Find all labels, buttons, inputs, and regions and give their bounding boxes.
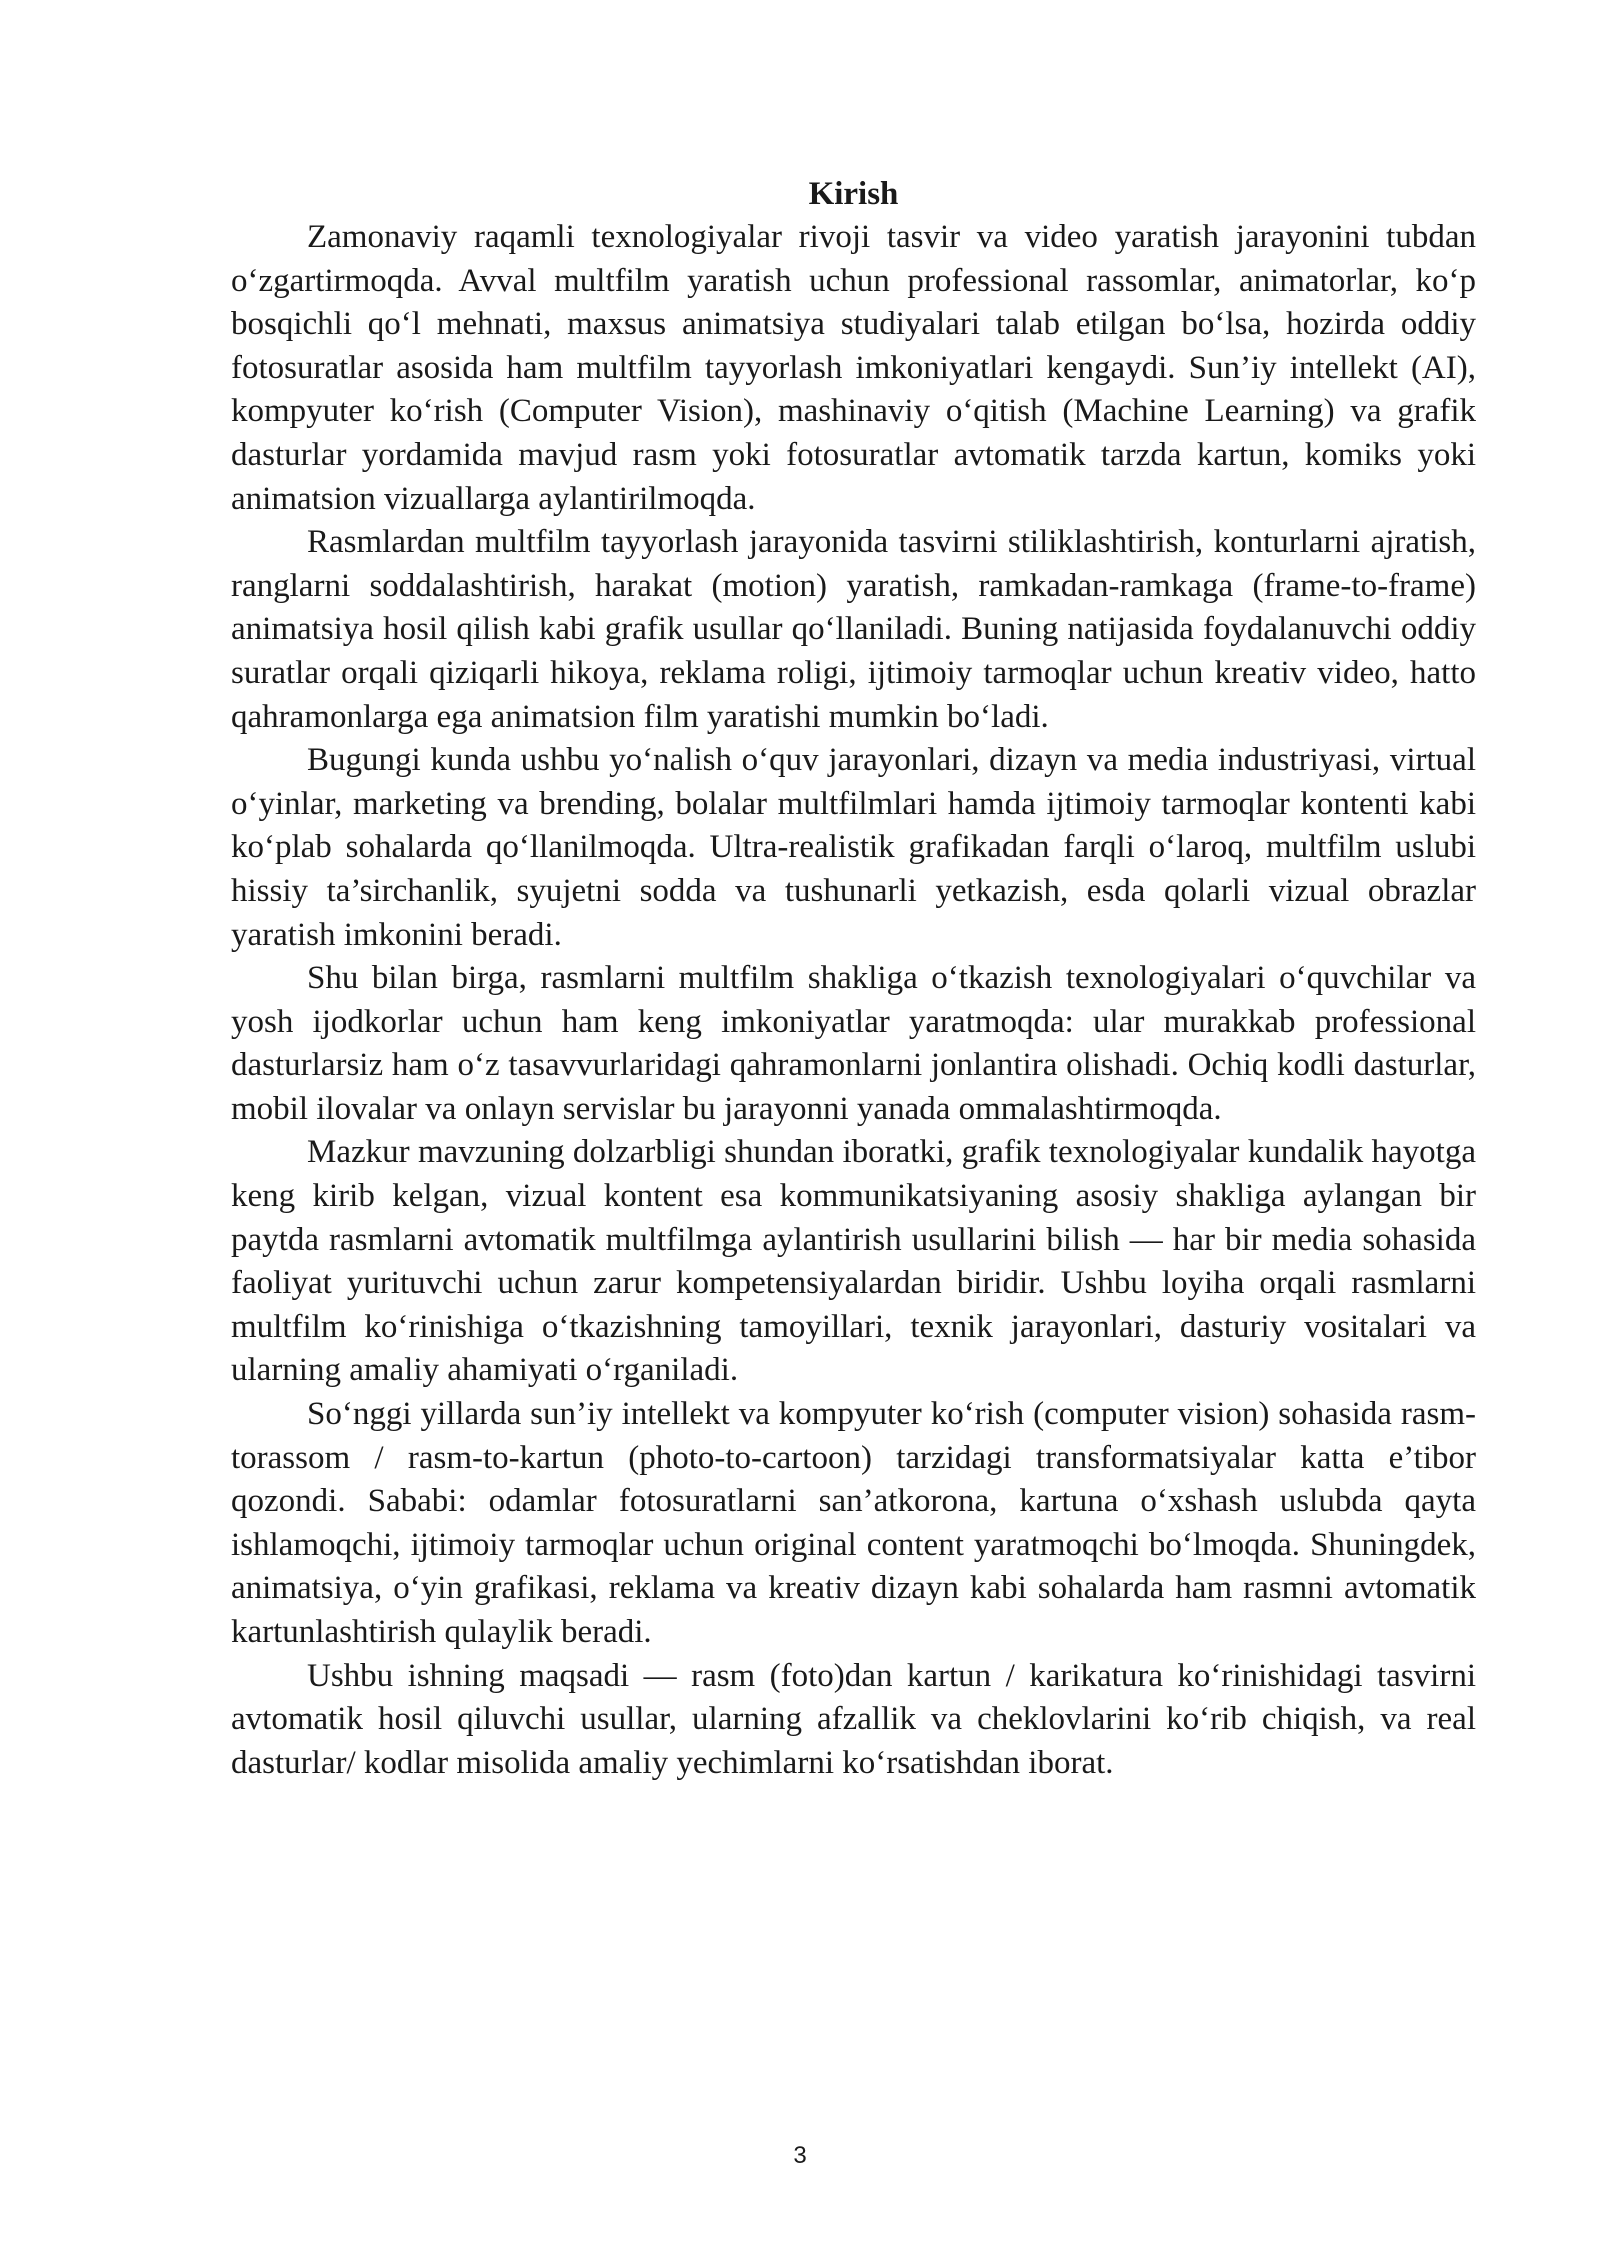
paragraph-6: So‘nggi yillarda sun’iy intellekt va kompyuter ko‘rish (computer vision) sohasida rasm-torassom / rasm-to-kartun (photo-to-cartoon) tarzidagi transformatsiyalar katta e’tibor qozondi. Sababi: odamlar fotosuratlarni san’atkorona, kartuna o‘xshash uslubda qayta ishlamoqchi, ijtimoiy tarmoqlar uchun original content yaratmoqchi bo‘lmoqda. Shuningdek, animatsiya, o‘yin grafikasi, reklama va kreativ dizayn kabi sohalarda ham rasmni avtomatik kartunlashtirish qulaylik beradi. <box>231 1396 1476 1650</box>
paragraph-5: Mazkur mavzuning dolzarbligi shundan iboratki, grafik texnologiyalar kundalik hayotga keng kirib kelgan, vizual kontent esa kommunikatsiyaning asosiy shakliga aylangan bir paytda rasmlarni avtomatik multfilmga aylantirish usullarini bilish — har bir media sohasida faoliyat yurituvchi uchun zarur kompetensiyalardan biridir. Ushbu loyiha orqali rasmlarni multfilm ko‘rinishiga o‘tkazishning tamoyillari, texnik jarayonlari, dasturiy vositalari va ularning amaliy ahamiyati o‘rganiladi. <box>231 1134 1476 1389</box>
paragraph-7: Ushbu ishning maqsadi — rasm (foto)dan kartun / karikatura ko‘rinishidagi tasvirni avtomatik hosil qiluvchi usullar, ularning afzallik va cheklovlarini ko‘rib chiqish, va real dasturlar/ kodlar misolida amaliy yechimlarni ko‘rsatishdan iborat. <box>231 1657 1476 1781</box>
page-number: 3 <box>793 2142 807 2169</box>
page-content <box>231 172 1476 1785</box>
paragraph-3: Bugungi kunda ushbu yo‘nalish o‘quv jarayonlari, dizayn va media industriyasi, virtual o‘yinlar, marketing va brending, bolalar multfilmlari hamda ijtimoiy tarmoqlar kontenti kabi ko‘plab sohalarda qo‘llanilmoqda. Ultra-realistik grafikadan farqli o‘laroq, multfilm uslubi hissiy ta’sirchanlik, syujetni sodda va tushunarli yetkazish, esda qolarli vizual obrazlar yaratish imkonini beradi. <box>231 742 1476 953</box>
paragraph-2: Rasmlardan multfilm tayyorlash jarayonida tasvirni stiliklashtirish, konturlarni ajratish, ranglarni soddalashtirish, harakat (motion) yaratish, ramkadan-ramkaga (frame-to-frame) animatsiya hosil qilish kabi grafik usullar qo‘llaniladi. Buning natijasida foydalanuvchi oddiy suratlar orqali qiziqarli hikoya, reklama roligi, ijtimoiy tarmoqlar uchun kreativ video, hatto qahramonlarga ega animatsion film yaratishi mumkin bo‘ladi. <box>231 524 1476 735</box>
paragraph-4: Shu bilan birga, rasmlarni multfilm shakliga o‘tkazish texnologiyalari o‘quvchilar va yosh ijodkorlar uchun ham keng imkoniyatlar yaratmoqda: ular murakkab professional dasturlarsiz ham o‘z tasavvurlaridagi qahramonlarni jonlantira olishadi. Ochiq kodli dasturlar, mobil ilovalar va onlayn servislar bu jarayonni yanada ommalashtirmoqda. <box>231 960 1476 1127</box>
paragraph-1: Zamonaviy raqamli texnologiyalar rivoji tasvir va video yaratish jarayonini tubdan o‘zgartirmoqda. Avval multfilm yaratish uchun professional rassomlar, animatorlar, ko‘p bosqichli qo‘l mehnati, maxsus animatsiya studiyalari talab etilgan bo‘lsa, hozirda oddiy fotosuratlar asosida ham multfilm tayyorlash imkoniyatlari kengaydi. Sun’iy intellekt (AI), kompyuter ko‘rish (Computer Vision), mashinaviy o‘qitish (Machine Learning) va grafik dasturlar yordamida mavjud rasm yoki fotosuratlar avtomatik tarzda kartun, komiks yoki animatsion vizuallarga aylantirilmoqda. <box>231 219 1476 517</box>
section-title: Kirish <box>808 176 899 212</box>
